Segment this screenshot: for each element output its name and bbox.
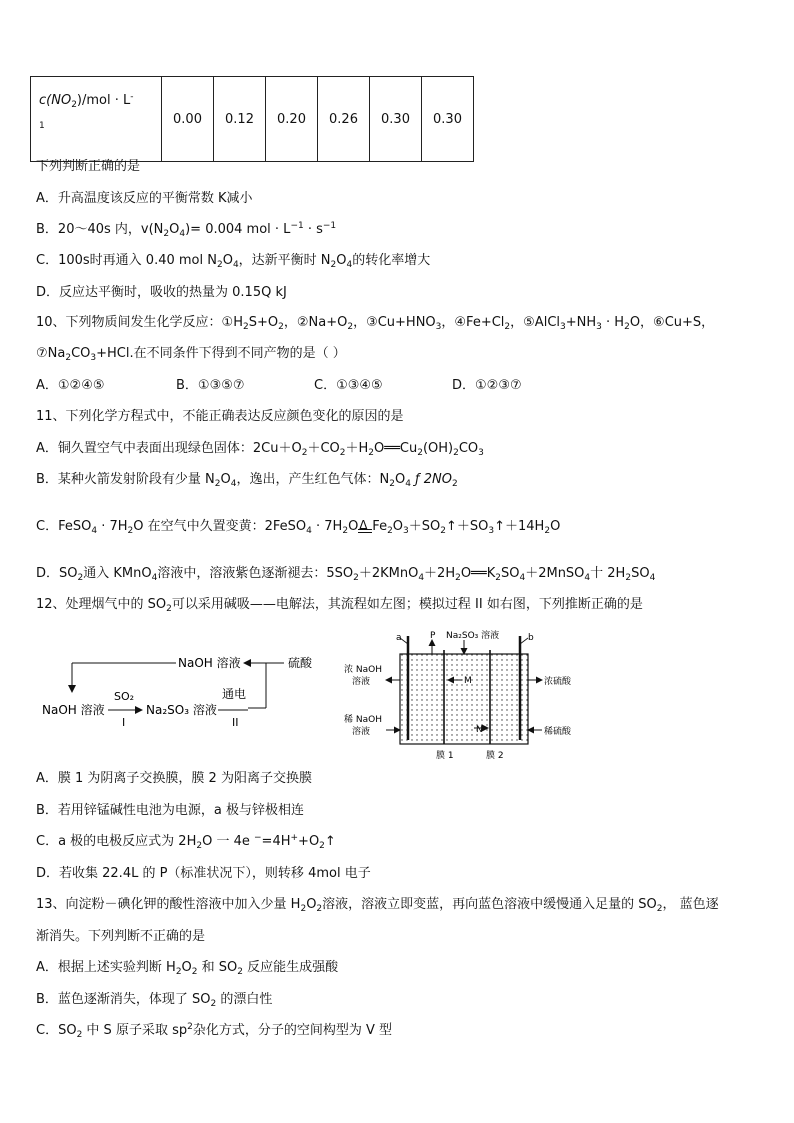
conc-naoh-label-1: 浓 NaOH <box>344 665 382 675</box>
q13-stem-line1: 13、向淀粉－碘化钾的酸性溶液中加入少量 $H_2O_2$溶液，溶液立即变蓝，再向蓝色溶液中缓慢通入足量的 $SO_2$， 蓝色逐 <box>36 897 719 914</box>
dil-naoh-label-1: 稀 NaOH <box>344 715 382 725</box>
conc-naoh-label-2: 溶液 <box>352 677 371 687</box>
q9-stem: 下列判断正确的是 <box>36 159 141 174</box>
q10-option-d: D．①②③⑦ <box>452 378 522 393</box>
q11-stem: 11、下列化学方程式中，不能正确表达反应颜色变化的原因的是 <box>36 409 404 424</box>
table-cell: 0.00 <box>162 77 214 162</box>
table-cell: 0.20 <box>266 77 318 162</box>
q9-option-c: C．100s时再通入 0.40 mol $N_2O_4$，达新平衡时 $N_2O_4$的转化率增大 <box>36 253 431 270</box>
row-label: $c(NO_2)$/mol · L- 1 <box>31 77 162 162</box>
table-cell: 0.30 <box>370 77 422 162</box>
q11-option-a: A．铜久置空气中表面出现绿色固体：$2Cu+O_2+CO_2+H_2O══Cu_2(OH)_2CO_3$ <box>36 441 484 458</box>
so2-label: SO₂ <box>114 690 135 703</box>
q12-option-d: D．若收集 22.4L 的 P（标准状况下），则转移 4mol 电子 <box>36 866 371 881</box>
q11-option-c: C．FeSO$_4$ · $7H_2O$ 在空气中久置变黄：2FeSO$_4$ · $7H_2O$ Δ $Fe_2O_3+SO_2↑+SO_3↑+14H_2O$ <box>36 518 561 536</box>
electrode-b-label: b <box>528 633 534 643</box>
cell-na2so3-label: Na₂SO₃ 溶液 <box>446 631 500 641</box>
q12-stem: 12、处理烟气中的 $SO_2$可以采用碱吸——电解法，其流程如左图；模拟过程 II 如右图，下列推断正确的是 <box>36 597 643 614</box>
dil-acid-label: 稀硫酸 <box>544 727 572 737</box>
q12-option-a: A．膜 1 为阴离子交换膜，膜 2 为阳离子交换膜 <box>36 771 312 786</box>
na2so3-label: Na₂SO₃ 溶液 <box>146 703 217 717</box>
q10-option-a: A．①②④⑤ <box>36 378 105 393</box>
naoh-top-label: NaOH 溶液 <box>178 656 241 670</box>
q9-option-b: B．20～40s 内，$v(N_2O_4)= 0.004$ mol · $L^{-1} \cdot s^{-1}$ <box>36 221 337 239</box>
q10-option-b: B．①③⑤⑦ <box>176 378 245 393</box>
ion-n-label: N <box>476 725 483 735</box>
table-cell: 0.26 <box>318 77 370 162</box>
q11-option-d: D．$SO_2$通入 KMnO$_4$溶液中，溶液紫色逐渐褪去：$5SO_2+2KMnO_4+2H_2O══K_2SO_4+2MnSO_4$十 $2H_2SO_4$ <box>36 566 656 583</box>
step-two-label: II <box>232 716 239 729</box>
table-row <box>31 77 474 162</box>
table-cell: 0.30 <box>422 77 474 162</box>
naoh-left-label: NaOH 溶液 <box>42 703 105 717</box>
heat-symbol: Δ <box>359 518 368 532</box>
concentration-table <box>30 76 474 162</box>
electrode-a-label: a <box>396 633 402 643</box>
q13-option-a: A．根据上述实验判断 $H_2O_2$ 和 $SO_2$ 反应能生成强酸 <box>36 960 339 977</box>
q12-option-b: B．若用锌锰碱性电池为电源，a 极与锌极相连 <box>36 803 305 818</box>
q9-option-d: D．反应达平衡时，吸收的热量为 0.15Q kJ <box>36 285 287 300</box>
gas-p-label: P <box>430 631 436 641</box>
q13-stem-line2: 渐消失。下列判断不正确的是 <box>36 929 206 944</box>
acid-label: 硫酸 <box>288 656 313 670</box>
electrolysis-cell-diagram <box>340 628 580 764</box>
q11-option-b: B．某种火箭发射阶段有少量 $N_2O_4$，逸出，产生红色气体：$N_2O_4$ ƒ $2NO_2$ <box>36 472 458 489</box>
q13-option-c: C．$SO_2$ 中 S 原子采取 $sp^2$杂化方式，分子的空间构型为 V 型 <box>36 1022 393 1040</box>
dil-naoh-label-2: 溶液 <box>352 727 371 737</box>
step-one-label: I <box>122 716 126 729</box>
membrane-1-label: 膜 1 <box>436 751 454 761</box>
q10-stem-line1: 10、下列物质间发生化学反应：$①H_2S+O_2$，$②Na+O_2$，$③Cu+HNO_3$，$④Fe+Cl_2$，$⑤AlCl_3+NH_3 \cdot H_2O$，⑥Cu+S， <box>36 315 715 332</box>
q10-option-c: C．①③④⑤ <box>314 378 383 393</box>
membrane-2-label: 膜 2 <box>486 751 504 761</box>
q9-option-a: A．升高温度该反应的平衡常数 K减小 <box>36 191 253 206</box>
q10-stem-line2: $⑦Na_2CO_3+HCl$.在不同条件下得到不同产物的是（ ） <box>36 346 346 363</box>
q13-option-b: B．蓝色逐渐消失，体现了 $SO_2$ 的漂白性 <box>36 992 273 1009</box>
table-cell: 0.12 <box>214 77 266 162</box>
q12-option-c: C．a 极的电极反应式为 $2H_2O$ 一 4e $^-=4H^++O_2↑$ <box>36 833 336 851</box>
electrify-label: 通电 <box>222 687 247 701</box>
flow-diagram <box>36 630 336 740</box>
ion-m-label: M <box>464 676 472 686</box>
conc-acid-label: 浓硫酸 <box>544 677 572 687</box>
